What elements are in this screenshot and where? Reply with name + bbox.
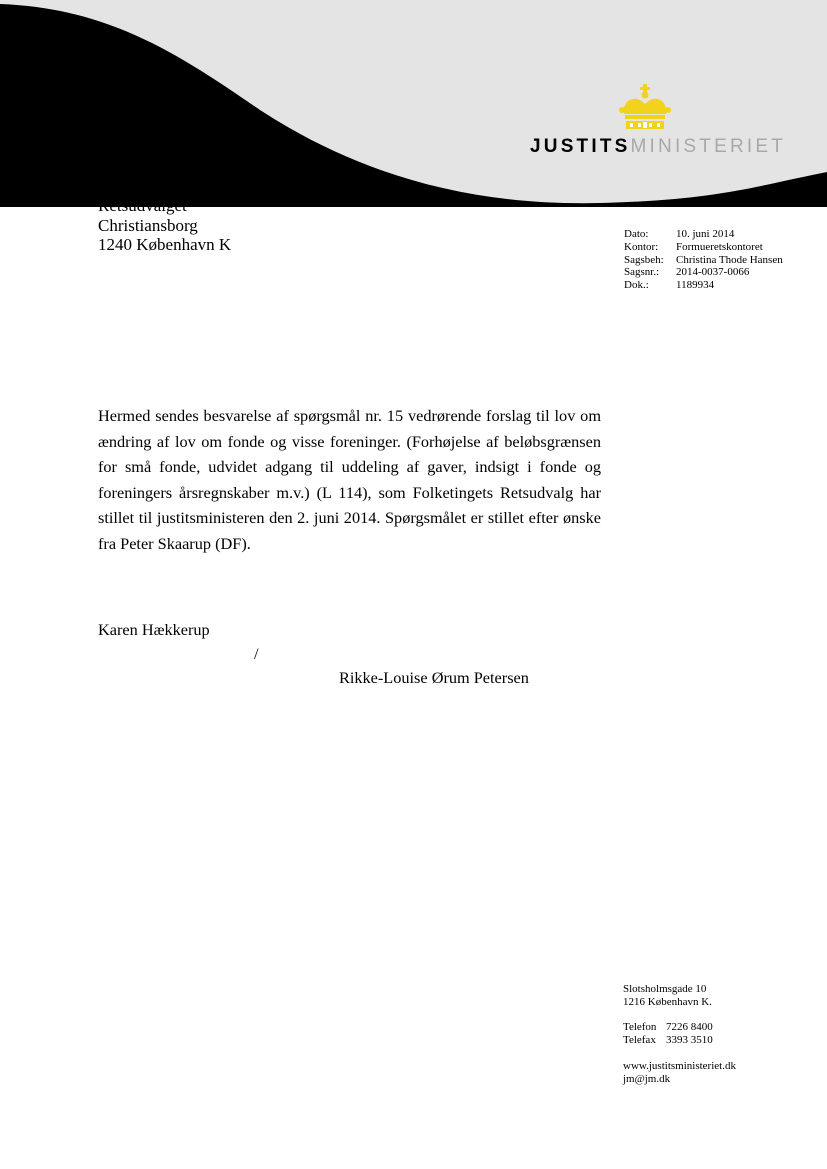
letterhead-banner bbox=[0, 0, 827, 207]
recipient-address bbox=[98, 196, 231, 255]
letterhead-wave bbox=[0, 0, 827, 207]
footer-fax bbox=[623, 1034, 736, 1047]
fax-label: Telefax bbox=[623, 1034, 656, 1047]
meta-label: Sagsnr.: bbox=[624, 266, 660, 279]
letter-body: Hermed sendes besvarelse af spørgsmål nr. 15 vedrørende forslag til lov om ændring af lov om fonde og visse foreninger. (Forhøjelse af beløbsgrænsen for små fonde, udvidet adgang til uddeling af gaver, indsigt i fonde og foreningers årsregnskaber m.v.) (L 114), som Folketingets Retsudvalg har stillet til justitsministeren den 2. juni 2014. Spørgsmålet er stillet efter ønske fra Peter Skaarup (DF). bbox=[98, 406, 601, 553]
wordmark-light: MINISTERIET bbox=[630, 136, 787, 157]
fax-number: 3393 3510 bbox=[666, 1034, 713, 1047]
wordmark-bold: JUSTITS bbox=[530, 136, 631, 157]
meta-row-document bbox=[624, 279, 783, 292]
official-name: Rikke-Louise Ørum Petersen bbox=[339, 668, 529, 687]
meta-label: Dato: bbox=[624, 228, 649, 240]
footer-phone bbox=[623, 1021, 736, 1034]
meta-value: 1189934 bbox=[676, 279, 715, 292]
meta-row-handler bbox=[624, 254, 783, 267]
meta-value: 2014-0037-0066 bbox=[676, 266, 750, 279]
meta-value: 10. juni 2014 bbox=[676, 228, 735, 240]
ministry-wordmark bbox=[530, 137, 786, 156]
recipient-line-1: Retsudvalget bbox=[98, 196, 187, 215]
meta-row-case-number bbox=[624, 266, 783, 279]
signature-separator: / bbox=[254, 644, 259, 663]
phone-number: 7226 8400 bbox=[666, 1021, 713, 1034]
crown-icon bbox=[618, 84, 672, 130]
footer-city: 1216 København K. bbox=[623, 995, 712, 1008]
meta-label: Kontor: bbox=[624, 240, 659, 253]
recipient-line-2: Christiansborg bbox=[98, 215, 198, 235]
meta-row-date bbox=[624, 228, 783, 241]
case-metadata bbox=[624, 228, 783, 292]
ministry-contact bbox=[623, 983, 736, 1085]
email-link[interactable]: jm@jm.dk bbox=[623, 1072, 671, 1085]
footer-street: Slotsholmsgade 10 bbox=[623, 983, 707, 995]
meta-label: Dok.: bbox=[624, 279, 649, 292]
meta-label: Sagsbeh: bbox=[624, 253, 664, 266]
meta-value: Formueretskontoret bbox=[676, 240, 763, 253]
meta-row-office bbox=[624, 241, 783, 254]
meta-value: Christina Thode Hansen bbox=[676, 253, 783, 266]
recipient-line-3: 1240 København K bbox=[98, 235, 232, 254]
phone-label: Telefon bbox=[623, 1021, 657, 1034]
minister-name: Karen Hækkerup bbox=[98, 620, 210, 639]
website-link[interactable]: www.justitsministeriet.dk bbox=[623, 1059, 736, 1072]
